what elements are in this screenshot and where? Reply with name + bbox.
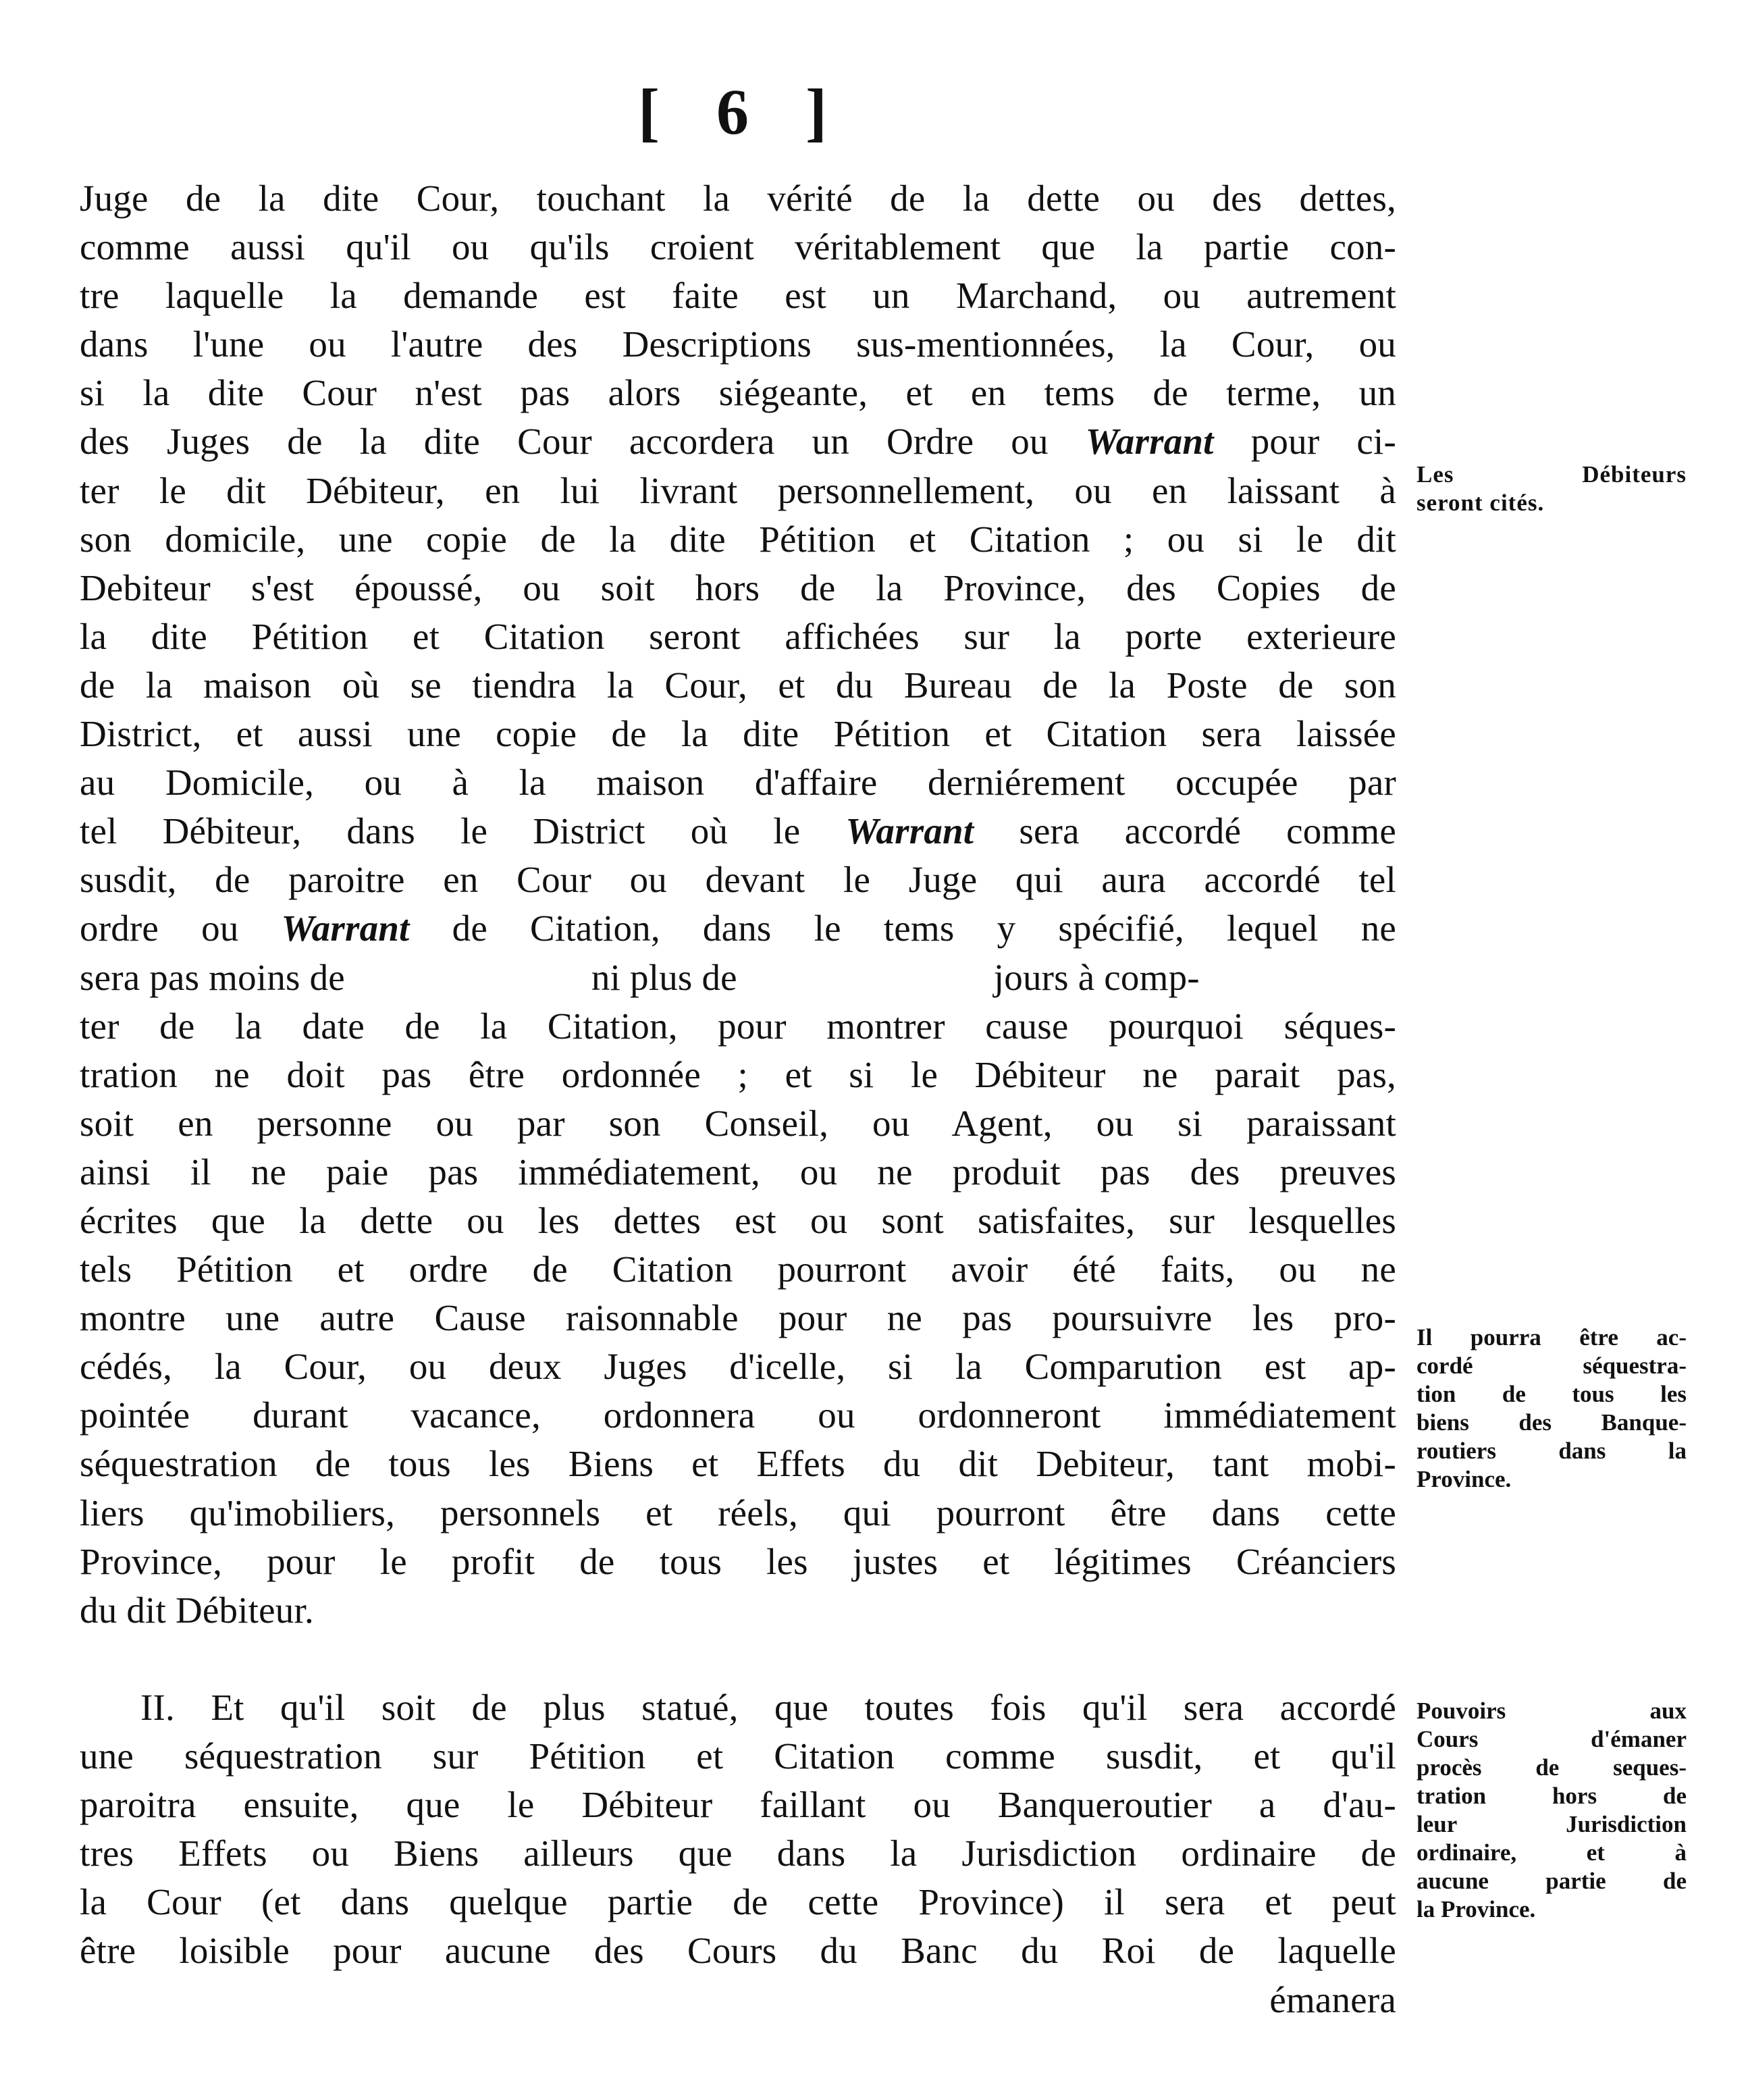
text-line: ter de la date de la Citation, pour montrer cause pourquoi séques-	[80, 1005, 1396, 1047]
margin-note-line: aucune partie de	[1416, 1868, 1687, 1894]
text-line: tration ne doit pas être ordonnée ; et si le Débiteur ne parait pas,	[80, 1053, 1396, 1095]
margin-note-line: procès de seques-	[1416, 1754, 1687, 1781]
text-line: comme aussi qu'il ou qu'ils croient véritablement que la partie con-	[80, 226, 1396, 268]
text-line: susdit, de paroitre en Cour ou devant le Juge qui aura accordé tel	[80, 859, 1396, 901]
paragraph-continuation	[80, 174, 1396, 1635]
text-line: écrites que la dette ou les dettes est ou sont satisfaites, sur lesquelles	[80, 1199, 1396, 1241]
italic-term: Warrant	[281, 908, 410, 949]
text-line: des Juges de la dite Cour accordera un Ordre ou Warrant pour ci-	[80, 421, 1396, 463]
text-line: pointée durant vacance, ordonnera ou ordonneront immédiatement	[80, 1394, 1396, 1436]
paragraph-section-ii	[80, 1683, 1396, 2024]
text-line: dans l'une ou l'autre des Descriptions sus-mentionnées, la Cour, ou	[80, 323, 1396, 365]
margin-note-sequestration	[1416, 1323, 1687, 1494]
text-line: liers qu'imobiliers, personnels et réels, qui pourront être dans cette	[80, 1492, 1396, 1533]
text-line: du dit Débiteur.	[80, 1589, 314, 1631]
text-line: tre laquelle la demande est faite est un Marchand, ou autrement	[80, 275, 1396, 317]
margin-note-line: tion de tous les	[1416, 1381, 1687, 1407]
text-line: ter le dit Débiteur, en lui livrant personnellement, ou en laissant à	[80, 469, 1396, 511]
margin-note-line: Les Débiteurs	[1416, 461, 1687, 488]
margin-note-line: seront cités.	[1416, 490, 1545, 516]
margin-note-line: Cours d'émaner	[1416, 1726, 1687, 1752]
margin-note-line: Pouvoirs aux	[1416, 1698, 1687, 1724]
text-line: tres Effets ou Biens ailleurs que dans la Jurisdiction ordinaire de	[80, 1833, 1396, 1874]
text-line: ordre ou Warrant de Citation, dans le tems y spécifié, lequel ne	[80, 908, 1396, 949]
text-line: si la dite Cour n'est pas alors siégeante, et en tems de terme, un	[80, 372, 1396, 414]
margin-note-line: Il pourra être ac-	[1416, 1324, 1687, 1350]
text-line: cédés, la Cour, ou deux Juges d'icelle, si la Comparution est ap-	[80, 1346, 1396, 1388]
text-line: II. Et qu'il soit de plus statué, que toutes fois qu'il sera accordé	[140, 1687, 1396, 1728]
margin-note-line: Province.	[1416, 1466, 1512, 1492]
catchword: émanera	[1269, 1978, 1396, 2020]
text-line: Juge de la dite Cour, touchant la vérité de la dette ou des dettes,	[80, 178, 1396, 219]
text-line: tel Débiteur, dans le District où le Warrant sera accordé comme	[80, 810, 1396, 852]
text-line: une séquestration sur Pétition et Citation comme susdit, et qu'il	[80, 1735, 1396, 1777]
text-line: séquestration de tous les Biens et Effets du dit Debiteur, tant mobi-	[80, 1443, 1396, 1485]
text-line: tels Pétition et ordre de Citation pourront avoir été faits, ou ne	[80, 1249, 1396, 1290]
margin-note-pouvoirs	[1416, 1697, 1687, 1924]
text-line: Province, pour le profit de tous les justes et légitimes Créanciers	[80, 1540, 1396, 1582]
margin-note-line: cordé séquestra-	[1416, 1353, 1687, 1379]
page-number: [ 6 ]	[638, 76, 847, 148]
text-line: la Cour (et dans quelque partie de cette Province) il sera et peut	[80, 1881, 1396, 1923]
text-fragment: jours à comp-	[993, 956, 1200, 998]
text-line: de la maison où se tiendra la Cour, et du Bureau de la Poste de son	[80, 664, 1396, 706]
margin-note-line: la Province.	[1416, 1896, 1536, 1922]
margin-note-debiteurs	[1416, 461, 1687, 517]
text-line: Debiteur s'est époussé, ou soit hors de la Province, des Copies de	[80, 567, 1396, 608]
italic-term: Warrant	[1085, 421, 1214, 463]
text-line-with-blanks	[80, 953, 1396, 1002]
text-line: au Domicile, ou à la maison d'affaire derniérement occupée par	[80, 762, 1396, 804]
text-line: son domicile, une copie de la dite Pétition et Citation ; ou si le dit	[80, 518, 1396, 560]
italic-term: Warrant	[845, 810, 974, 852]
text-line: ainsi il ne paie pas immédiatement, ou ne produit pas des preuves	[80, 1151, 1396, 1192]
text-fragment: sera pas moins de	[80, 956, 345, 998]
text-line: la dite Pétition et Citation seront affichées sur la porte exterieure	[80, 615, 1396, 657]
margin-note-line: tration hors de	[1416, 1783, 1687, 1809]
text-line: montre une autre Cause raisonnable pour ne pas poursuivre les pro-	[80, 1297, 1396, 1339]
text-fragment: ni plus de	[591, 956, 737, 998]
text-line: être loisible pour aucune des Cours du Banc du Roi de laquelle	[80, 1930, 1396, 1972]
margin-note-line: biens des Banque-	[1416, 1409, 1687, 1436]
text-line: paroitra ensuite, que le Débiteur faillant ou Banqueroutier a d'au-	[80, 1784, 1396, 1826]
text-line: soit en personne ou par son Conseil, ou Agent, ou si paraissant	[80, 1102, 1396, 1144]
margin-note-line: routiers dans la	[1416, 1438, 1687, 1464]
margin-note-line: ordinaire, et à	[1416, 1839, 1687, 1866]
text-line: District, et aussi une copie de la dite Pétition et Citation sera laissée	[80, 713, 1396, 755]
margin-note-line: leur Jurisdiction	[1416, 1811, 1687, 1837]
